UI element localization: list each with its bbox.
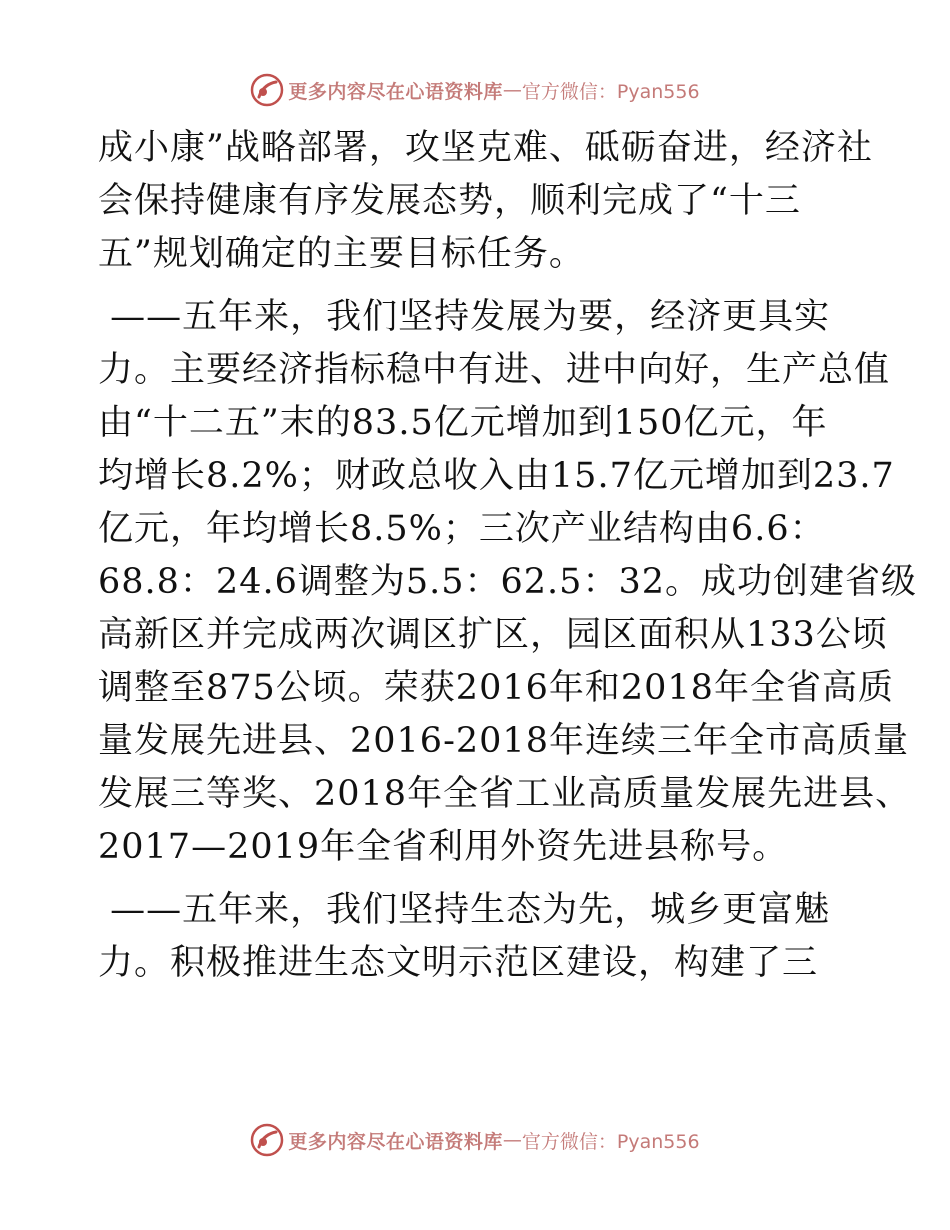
text-line: 五”规划确定的主要目标任务。 xyxy=(98,234,585,274)
text-line: 量发展先进县、2016-2018年连续三年全市高质量 xyxy=(98,721,909,761)
text-line: 力。主要经济指标稳中有进、进中向好，生产总值 xyxy=(98,350,891,390)
text-line: 亿元，年均增长8.5%；三次产业结构由6.6： xyxy=(98,509,826,549)
text-line: 发展三等奖、2018年全省工业高质量发展先进县、 xyxy=(98,774,912,814)
text-line: ——五年来，我们坚持发展为要，经济更具实 xyxy=(98,297,831,337)
text-line: 2017—2019年全省利用外资先进县称号。 xyxy=(98,827,789,867)
text-line: 成小康”战略部署，攻坚克难、砥砺奋进，经济社 xyxy=(98,128,873,168)
banner-main-text: 更多内容尽在心语资料库 xyxy=(288,1130,503,1153)
banner-dash: — xyxy=(502,79,522,101)
text-line: 均增长8.2%；财政总收入由15.7亿元增加到23.7 xyxy=(98,456,895,496)
logo-icon xyxy=(250,1123,284,1157)
banner-contact-text: 官方微信：Pyan556 xyxy=(521,1130,700,1153)
logo-icon xyxy=(250,73,284,107)
banner-main-text: 更多内容尽在心语资料库 xyxy=(288,80,503,103)
header-watermark xyxy=(0,72,950,108)
banner-dash: — xyxy=(502,1129,522,1151)
text-line: ——五年来，我们坚持生态为先，城乡更富魅 xyxy=(98,890,831,930)
text-line: 力。积极推进生态文明示范区建设，构建了三 xyxy=(98,943,819,983)
text-line: 会保持健康有序发展态势，顺利完成了“十三 xyxy=(98,181,801,221)
text-line: 68.8：24.6调整为5.5：62.5：32。成功创建省级 xyxy=(98,562,917,602)
text-line: 由“十二五”末的83.5亿元增加到150亿元，年 xyxy=(98,403,828,443)
text-line: 调整至875公顷。荣获2016年和2018年全省高质 xyxy=(98,668,894,708)
footer-watermark xyxy=(0,1122,950,1158)
text-line: 高新区并完成两次调区扩区，园区面积从133公顷 xyxy=(98,615,888,655)
document-body xyxy=(98,122,917,990)
banner-contact-text: 官方微信：Pyan556 xyxy=(521,80,700,103)
